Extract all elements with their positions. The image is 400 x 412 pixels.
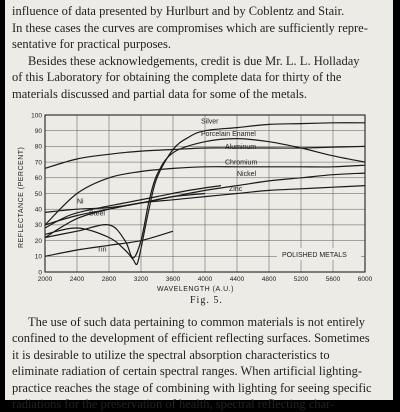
- x-tick-label: 2000: [37, 276, 53, 283]
- text-line: In these cases the curves are compromises which are sufficiently repre-: [12, 21, 368, 35]
- x-tick-label: 6000: [357, 276, 373, 283]
- series-label-nickel: Nickel: [237, 171, 257, 179]
- x-tick-label: 4800: [261, 276, 277, 283]
- x-tick-label: 5200: [293, 276, 309, 283]
- y-tick-label: 50: [34, 190, 42, 198]
- y-tick-label: 80: [34, 143, 42, 151]
- x-tick-label: 4400: [229, 276, 245, 283]
- text-line: confined to the development of efficient reflecting surfaces. Sometimes: [12, 331, 370, 345]
- x-tick-label: 3600: [165, 276, 181, 283]
- series-label-aluminum: Aluminum: [225, 143, 257, 151]
- series-label-chromium: Chromium: [225, 159, 258, 167]
- series-label-zinc: Zinc: [229, 186, 243, 194]
- text-line: sentative for practical purposes.: [12, 37, 171, 51]
- x-tick-label: 2400: [69, 276, 85, 283]
- x-tick-label: 4000: [197, 276, 213, 283]
- y-tick-label: 30: [34, 222, 42, 230]
- text-line: it is desirable to utilize the spectral absorption characteristics to: [12, 348, 330, 362]
- series-label-ni: Ni: [77, 198, 84, 206]
- y-axis-label: REFLECTANCE (PERCENT): [18, 146, 25, 248]
- figure-caption: Fig. 5.: [190, 295, 223, 306]
- text-line: influence of data presented by Hurlburt and by Coblentz and Stair.: [12, 4, 345, 18]
- y-tick-label: 20: [34, 237, 42, 245]
- x-axis-label: WAVELENGTH (A.U.): [157, 286, 234, 293]
- y-tick-label: 60: [34, 175, 42, 183]
- x-tick-label: 5600: [325, 276, 341, 283]
- annotation-polished-metals: POLISHED METALS: [282, 252, 347, 259]
- text-line: radiations for the preservation of health, spectral reflecting char-: [12, 397, 335, 411]
- text-line: materials discussed and partial data for some of the metals.: [12, 87, 308, 101]
- y-tick-label: 40: [34, 206, 42, 214]
- y-tick-label: 90: [34, 128, 42, 135]
- x-tick-label: 3200: [133, 276, 149, 283]
- x-tick-label: 2800: [101, 276, 117, 283]
- series-label-steel: Steel: [89, 210, 105, 218]
- text-line: eliminate radiation of certain spectral ranges. When artificial lighting-: [12, 364, 362, 378]
- text-line: The use of such data pertaining to common materials is not entirely: [28, 315, 366, 329]
- y-tick-label: 10: [34, 253, 42, 261]
- y-tick-label: 0: [38, 269, 42, 277]
- series-label-porcelain-enamel: Porcelain Enamel: [201, 131, 256, 139]
- text-line: Besides these acknowledgements, credit is due Mr. L. L. Holladay: [28, 54, 360, 68]
- y-tick-label: 100: [31, 112, 42, 120]
- series-label-tin: Tin: [97, 246, 107, 254]
- text-line: practice reaches the stage of combining with lighting for seeing specific: [12, 381, 372, 395]
- text-line: of this Laboratory for obtaining the complete data for thirty of the: [12, 70, 342, 84]
- series-label-silver: Silver: [201, 118, 219, 126]
- y-tick-label: 70: [34, 159, 42, 167]
